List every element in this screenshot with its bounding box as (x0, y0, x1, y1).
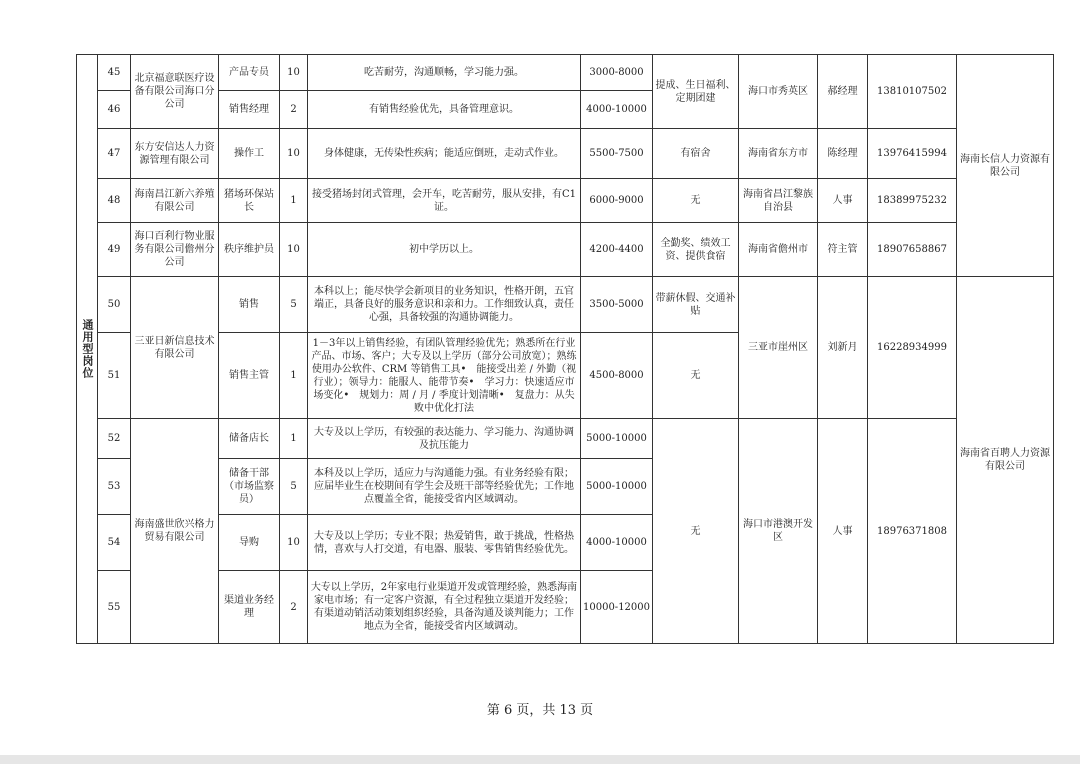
contact-phone: 13810107502 (868, 55, 957, 129)
salary: 4000-10000 (581, 515, 653, 571)
contact-person: 人事 (818, 179, 868, 223)
row-number: 52 (98, 419, 131, 459)
work-location: 海南省儋州市 (739, 223, 818, 277)
contact-phone: 18389975232 (868, 179, 957, 223)
benefits: 全勤奖、绩效工资、提供食宿 (653, 223, 739, 277)
agency-name: 海南省百聘人力资源有限公司 (957, 277, 1054, 644)
job-requirement: 身体健康，无传染性疾病；能适应倒班，走动式作业。 (308, 129, 581, 179)
salary: 6000-9000 (581, 179, 653, 223)
row-number: 50 (98, 277, 131, 333)
contact-person: 陈经理 (818, 129, 868, 179)
row-number: 45 (98, 55, 131, 91)
table-row (77, 277, 1054, 333)
job-requirement: 大专及以上学历；专业不限；热爱销售，敢于挑战，性格热情，喜欢与人打交道，有电器、服装、零售销售经验优先。 (308, 515, 581, 571)
position-title: 销售经理 (219, 91, 280, 129)
salary: 4000-10000 (581, 91, 653, 129)
work-location: 海口市秀英区 (739, 55, 818, 129)
row-number: 55 (98, 571, 131, 644)
job-requirement: 初中学历以上。 (308, 223, 581, 277)
work-location: 海南省东方市 (739, 129, 818, 179)
benefits: 提成、生日福利、定期团建 (653, 55, 739, 129)
category-label: 通用型岗位 (77, 55, 98, 644)
page-number: 第 6 页，共 13 页 (486, 703, 594, 718)
row-number: 47 (98, 129, 131, 179)
benefits: 无 (653, 179, 739, 223)
benefits: 带薪休假、交通补贴 (653, 277, 739, 333)
contact-phone: 18976371808 (868, 419, 957, 644)
position-title: 操作工 (219, 129, 280, 179)
job-requirement: 1－3年以上销售经验，有团队管理经验优先；熟悉所在行业产品、市场、客户；大专及以上学历（部分公司放宽）；熟练使用办公软件、CRM 等销售工具• 能接受出差 / 外勤（视行业）；领导力：能服人、能带节奏• 学习力：快速适应市场变化• 规划力：周 / 月 / 季度计划清晰• 复盘力：从失败中优化打法 (308, 333, 581, 419)
company-name: 海口百利行物业服务有限公司儋州分公司 (131, 223, 219, 277)
table-row (77, 419, 1054, 459)
salary: 5000-10000 (581, 459, 653, 515)
table-row (77, 223, 1054, 277)
work-location: 海南省昌江黎族自治县 (739, 179, 818, 223)
salary: 5000-10000 (581, 419, 653, 459)
row-number: 49 (98, 223, 131, 277)
job-requirement: 大专以上学历，2年家电行业渠道开发或管理经验，熟悉海南家电市场；有一定客户资源，有全过程独立渠道开发经验；有渠道动销活动策划组织经验，具备沟通及谈判能力；工作地点为全省，能接受省内区域调动。 (308, 571, 581, 644)
company-name: 东方安信达人力资源管理有限公司 (131, 129, 219, 179)
position-title: 渠道业务经理 (219, 571, 280, 644)
headcount: 1 (280, 333, 308, 419)
position-title: 导购 (219, 515, 280, 571)
work-location: 海口市港澳开发区 (739, 419, 818, 644)
benefits: 无 (653, 333, 739, 419)
salary: 4500-8000 (581, 333, 653, 419)
salary: 5500-7500 (581, 129, 653, 179)
headcount: 10 (280, 515, 308, 571)
job-requirement: 大专及以上学历，有较强的表达能力、学习能力、沟通协调及抗压能力 (308, 419, 581, 459)
headcount: 1 (280, 419, 308, 459)
position-title: 储备店长 (219, 419, 280, 459)
row-number: 53 (98, 459, 131, 515)
position-title: 销售 (219, 277, 280, 333)
position-title: 销售主管 (219, 333, 280, 419)
company-name: 海南昌江新六养殖有限公司 (131, 179, 219, 223)
agency-name: 海南长信人力资源有限公司 (957, 55, 1054, 277)
job-requirement: 本科及以上学历，适应力与沟通能力强。有业务经验有限；应届毕业生在校期间有学生会及班干部等经验优先；工作地点覆盖全省，能接受省内区域调动。 (308, 459, 581, 515)
headcount: 1 (280, 179, 308, 223)
company-name: 北京福意联医疗设备有限公司海口分公司 (131, 55, 219, 129)
contact-person: 符主管 (818, 223, 868, 277)
salary: 3500-5000 (581, 277, 653, 333)
contact-phone: 18907658867 (868, 223, 957, 277)
contact-person: 刘新月 (818, 277, 868, 419)
company-name: 海南盛世欣兴格力贸易有限公司 (131, 419, 219, 644)
contact-phone: 13976415994 (868, 129, 957, 179)
row-number: 46 (98, 91, 131, 129)
row-number: 51 (98, 333, 131, 419)
table-row (77, 179, 1054, 223)
headcount: 10 (280, 223, 308, 277)
work-location: 三亚市崖州区 (739, 277, 818, 419)
headcount: 5 (280, 459, 308, 515)
job-requirement: 本科以上；能尽快学会新项目的业务知识，性格开朗，五官端正，具备良好的服务意识和亲和力。工作细致认真，责任心强，具备较强的沟通协调能力。 (308, 277, 581, 333)
page-bottom-band (0, 755, 1080, 764)
contact-person: 人事 (818, 419, 868, 644)
position-title: 产品专员 (219, 55, 280, 91)
row-number: 54 (98, 515, 131, 571)
headcount: 10 (280, 55, 308, 91)
table-row (77, 55, 1054, 91)
position-title: 秩序维护员 (219, 223, 280, 277)
job-requirement: 有销售经验优先，具备管理意识。 (308, 91, 581, 129)
salary: 4200-4400 (581, 223, 653, 277)
job-requirement: 接受猪场封闭式管理，会开车，吃苦耐劳，服从安排，有C1证。 (308, 179, 581, 223)
row-number: 48 (98, 179, 131, 223)
contact-person: 郝经理 (818, 55, 868, 129)
table-row (77, 129, 1054, 179)
headcount: 5 (280, 277, 308, 333)
job-requirement: 吃苦耐劳，沟通顺畅，学习能力强。 (308, 55, 581, 91)
headcount: 2 (280, 91, 308, 129)
salary: 10000-12000 (581, 571, 653, 644)
headcount: 10 (280, 129, 308, 179)
contact-phone: 16228934999 (868, 277, 957, 419)
job-listing-table (76, 54, 1054, 644)
position-title: 猪场环保站长 (219, 179, 280, 223)
company-name: 三亚日新信息技术有限公司 (131, 277, 219, 419)
benefits: 有宿舍 (653, 129, 739, 179)
position-title: 储备干部（市场监察员） (219, 459, 280, 515)
headcount: 2 (280, 571, 308, 644)
benefits: 无 (653, 419, 739, 644)
salary: 3000-8000 (581, 55, 653, 91)
